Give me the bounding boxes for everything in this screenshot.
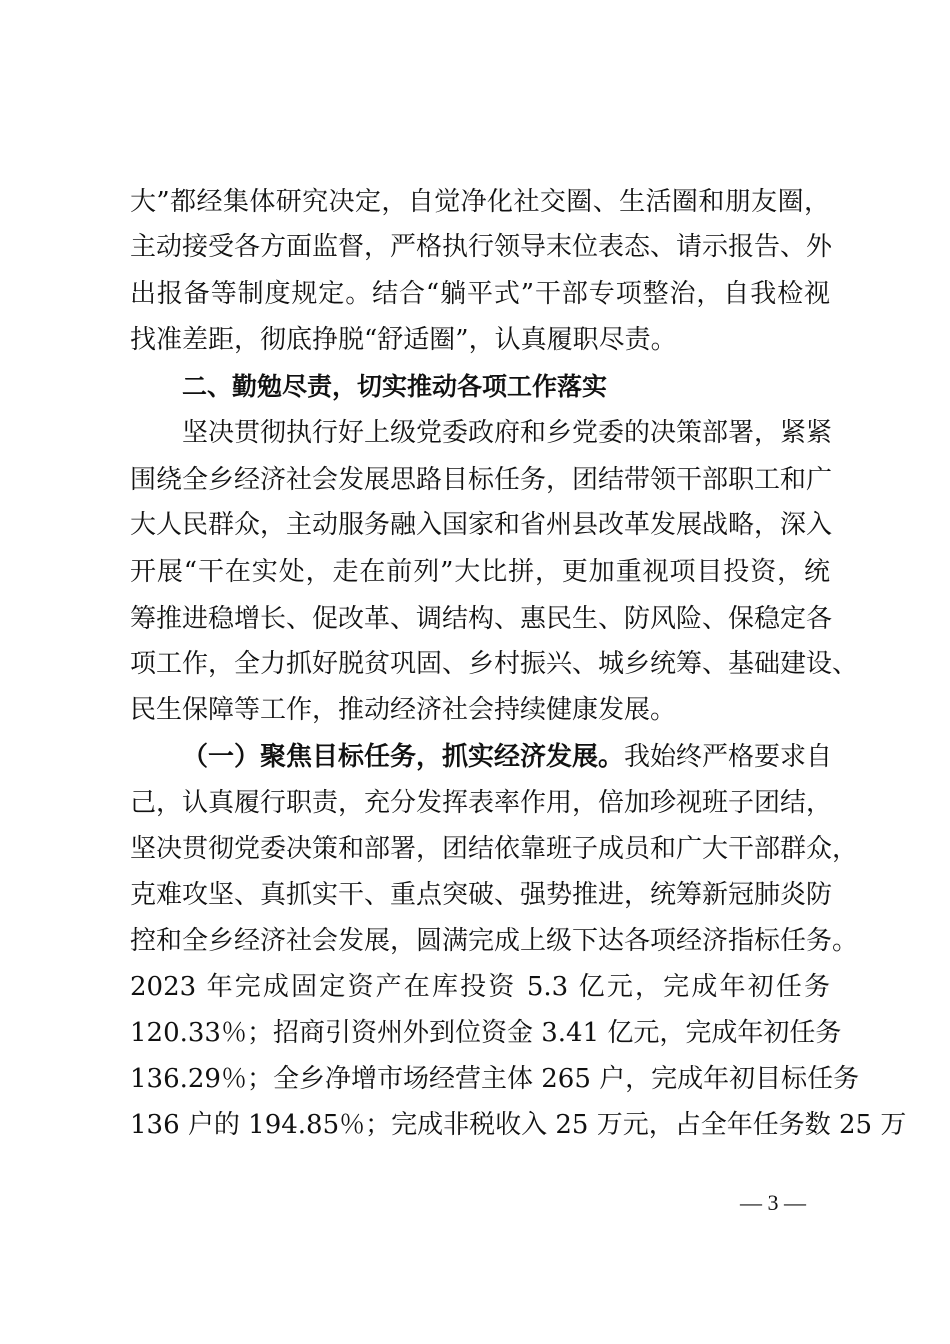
text-line: 己，认真履行职责，充分发挥表率作用，倍加珍视班子团结， bbox=[130, 788, 833, 818]
text-line: 大人民群众，主动服务融入国家和省州县改革发展战略，深入 bbox=[130, 510, 833, 540]
text-line: 找准差距，彻底挣脱“舒适圈”，认真履职尽责。 bbox=[130, 325, 677, 355]
subheading-line bbox=[182, 734, 833, 780]
text-line: 围绕全乡经济社会发展思路目标任务，团结带领干部职工和广 bbox=[130, 465, 833, 495]
text-line: 坚决贯彻党委决策和部署，团结依靠班子成员和广大干部群众， bbox=[130, 834, 859, 864]
page-number: — 3 — bbox=[740, 1190, 806, 1215]
text-line: 控和全乡经济社会发展，圆满完成上级下达各项经济指标任务。 bbox=[130, 926, 859, 956]
text-line: 主动接受各方面监督，严格执行领导末位表态、请示报告、外 bbox=[130, 232, 833, 262]
text-line: 筹推进稳增长、促改革、调结构、惠民生、防风险、保稳定各 bbox=[130, 604, 833, 634]
text-line: 2023 年完成固定资产在库投资 5.3 亿元，完成年初任务 bbox=[130, 972, 830, 1002]
text-line: 出报备等制度规定。结合“躺平式”干部专项整治，自我检视 bbox=[130, 279, 830, 309]
text-line: 136.29％；全乡净增市场经营主体 265 户，完成年初目标任务 bbox=[130, 1064, 860, 1094]
text-line: 136 户的 194.85％；完成非税收入 25 万元，占全年任务数 25 万 bbox=[130, 1110, 907, 1140]
text-line: 坚决贯彻执行好上级党委政府和乡党委的决策部署，紧紧 bbox=[182, 418, 833, 448]
text-line: 开展“干在实处，走在前列”大比拼，更加重视项目投资，统 bbox=[130, 557, 830, 587]
subheading-line-rest: 我始终严格要求自 bbox=[624, 742, 833, 772]
subheading: （一）聚焦目标任务，抓实经济发展。 bbox=[182, 742, 625, 772]
text-line: 项工作，全力抓好脱贫巩固、乡村振兴、城乡统筹、基础建设、 bbox=[130, 649, 859, 679]
text-line: 民生保障等工作，推动经济社会持续健康发展。 bbox=[130, 695, 677, 725]
text-line: 120.33％；招商引资州外到位资金 3.41 亿元，完成年初任务 bbox=[130, 1018, 842, 1048]
text-line: 克难攻坚、真抓实干、重点突破、强势推进，统筹新冠肺炎防 bbox=[130, 880, 833, 910]
text-line: 大”都经集体研究决定，自觉净化社交圈、生活圈和朋友圈， bbox=[130, 187, 830, 217]
section-heading: 二、勤勉尽责，切实推动各项工作落实 bbox=[182, 372, 608, 401]
